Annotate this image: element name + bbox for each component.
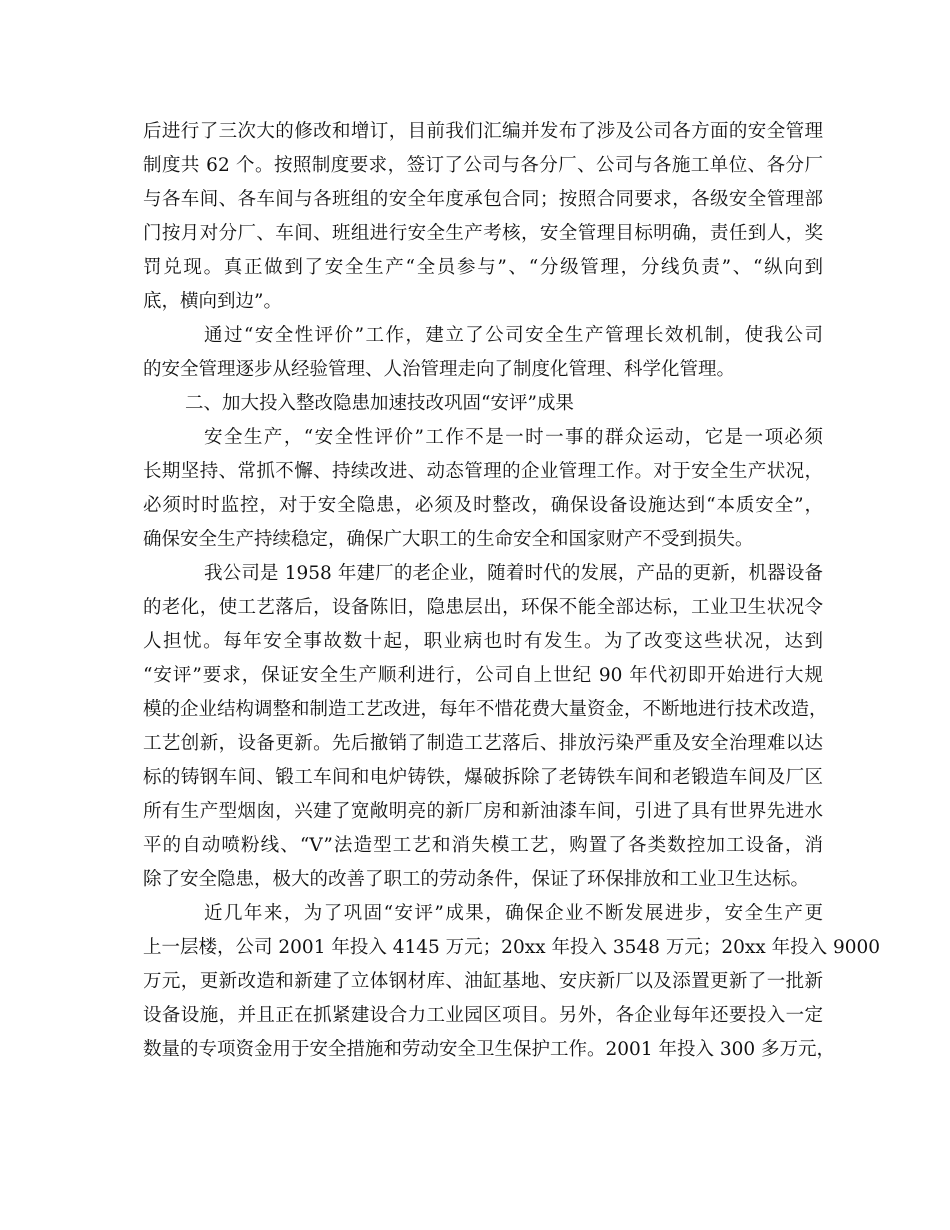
text-line: 人担忧。每年安全事故数十起，职业病也时有发生。为了改变这些状况，达到: [143, 631, 823, 652]
text-line: 标的铸钢车间、锻工车间和电炉铸铁，爆破拆除了老铸铁车间和老锻造车间及厂区: [143, 767, 823, 788]
text-line: 平的自动喷粉线、“V”法造型工艺和消失模工艺，购置了各类数控加工设备，消: [143, 835, 823, 856]
text-line: 后进行了三次大的修改和增订，目前我们汇编并发布了涉及公司各方面的安全管理: [143, 121, 823, 142]
paragraph: [143, 897, 881, 1067]
text-line: 通过“安全性评价”工作，建立了公司安全生产管理长效机制，使我公司: [204, 325, 823, 346]
paragraph: [143, 557, 828, 897]
text-line: 与各车间、各车间与各班组的安全年度承包合同；按照合同要求，各级安全管理部: [143, 189, 823, 210]
section-heading-text: 二、加大投入整改隐患加速技改巩固“安评”成果: [185, 393, 574, 414]
text-line: 必须时时监控，对于安全隐患，必须及时整改，确保设备设施达到“本质安全”，: [143, 495, 823, 516]
text-line: 罚兑现。真正做到了安全生产“全员参与”、“分级管理，分线负责”、“纵向到: [143, 257, 823, 278]
text-line: 长期坚持、常抓不懈、持续改进、动态管理的企业管理工作。对于安全生产状况，: [143, 461, 823, 482]
text-line: 数量的专项资金用于安全措施和劳动安全卫生保护工作。2001 年投入 300 多万元，: [143, 1039, 836, 1060]
paragraph: [143, 115, 823, 319]
text-line: 的安全管理逐步从经验管理、人治管理走向了制度化管理、科学化管理。: [143, 359, 736, 380]
text-line: 确保安全生产持续稳定，确保广大职工的生命安全和国家财产不受到损失。: [143, 529, 754, 550]
text-line: 门按月对分厂、车间、班组进行安全生产考核，安全管理目标明确，责任到人，奖: [143, 223, 823, 244]
text-line: 所有生产型烟囱，兴建了宽敞明亮的新厂房和新油漆车间，引进了具有世界先进水: [143, 801, 823, 822]
text-line: 底，横向到边”。: [143, 291, 282, 312]
text-line: “安评”要求，保证安全生产顺利进行，公司自上世纪 90 年代初即开始进行大规: [143, 665, 823, 686]
text-line: 我公司是 1958 年建厂的老企业，随着时代的发展，产品的更新，机器设备: [204, 563, 823, 584]
paragraph: [143, 421, 823, 557]
text-line: 模的企业结构调整和制造工艺改进，每年不惜花费大量资金，不断地进行技术改造，: [143, 699, 828, 720]
text-line: 的老化，使工艺落后，设备陈旧，隐患层出，环保不能全部达标，工业卫生状况令: [143, 597, 823, 618]
text-line: 安全生产，“安全性评价”工作不是一时一事的群众运动，它是一项必须: [204, 427, 823, 448]
text-line: 工艺创新，设备更新。先后撤销了制造工艺落后、排放污染严重及安全治理难以达: [143, 733, 823, 754]
text-line: 上一层楼，公司 2001 年投入 4145 万元；20xx 年投入 3548 万元；20xx 年投入 9000: [143, 937, 881, 958]
text-line: 万元，更新改造和新建了立体钢材库、油缸基地、安庆新厂以及添置更新了一批新: [143, 971, 823, 992]
body-text: [143, 115, 881, 1067]
paragraph: [143, 319, 823, 387]
section-heading: [143, 387, 823, 421]
text-line: 除了安全隐患，极大的改善了职工的劳动条件，保证了环保排放和工业卫生达标。: [143, 869, 810, 890]
text-line: 近几年来，为了巩固“安评”成果，确保企业不断发展进步，安全生产更: [204, 903, 823, 924]
text-line: 制度共 62 个。按照制度要求，签订了公司与各分厂、公司与各施工单位、各分厂: [143, 155, 823, 176]
text-line: 设备设施，并且正在抓紧建设合力工业园区项目。另外，各企业每年还要投入一定: [143, 1005, 823, 1026]
